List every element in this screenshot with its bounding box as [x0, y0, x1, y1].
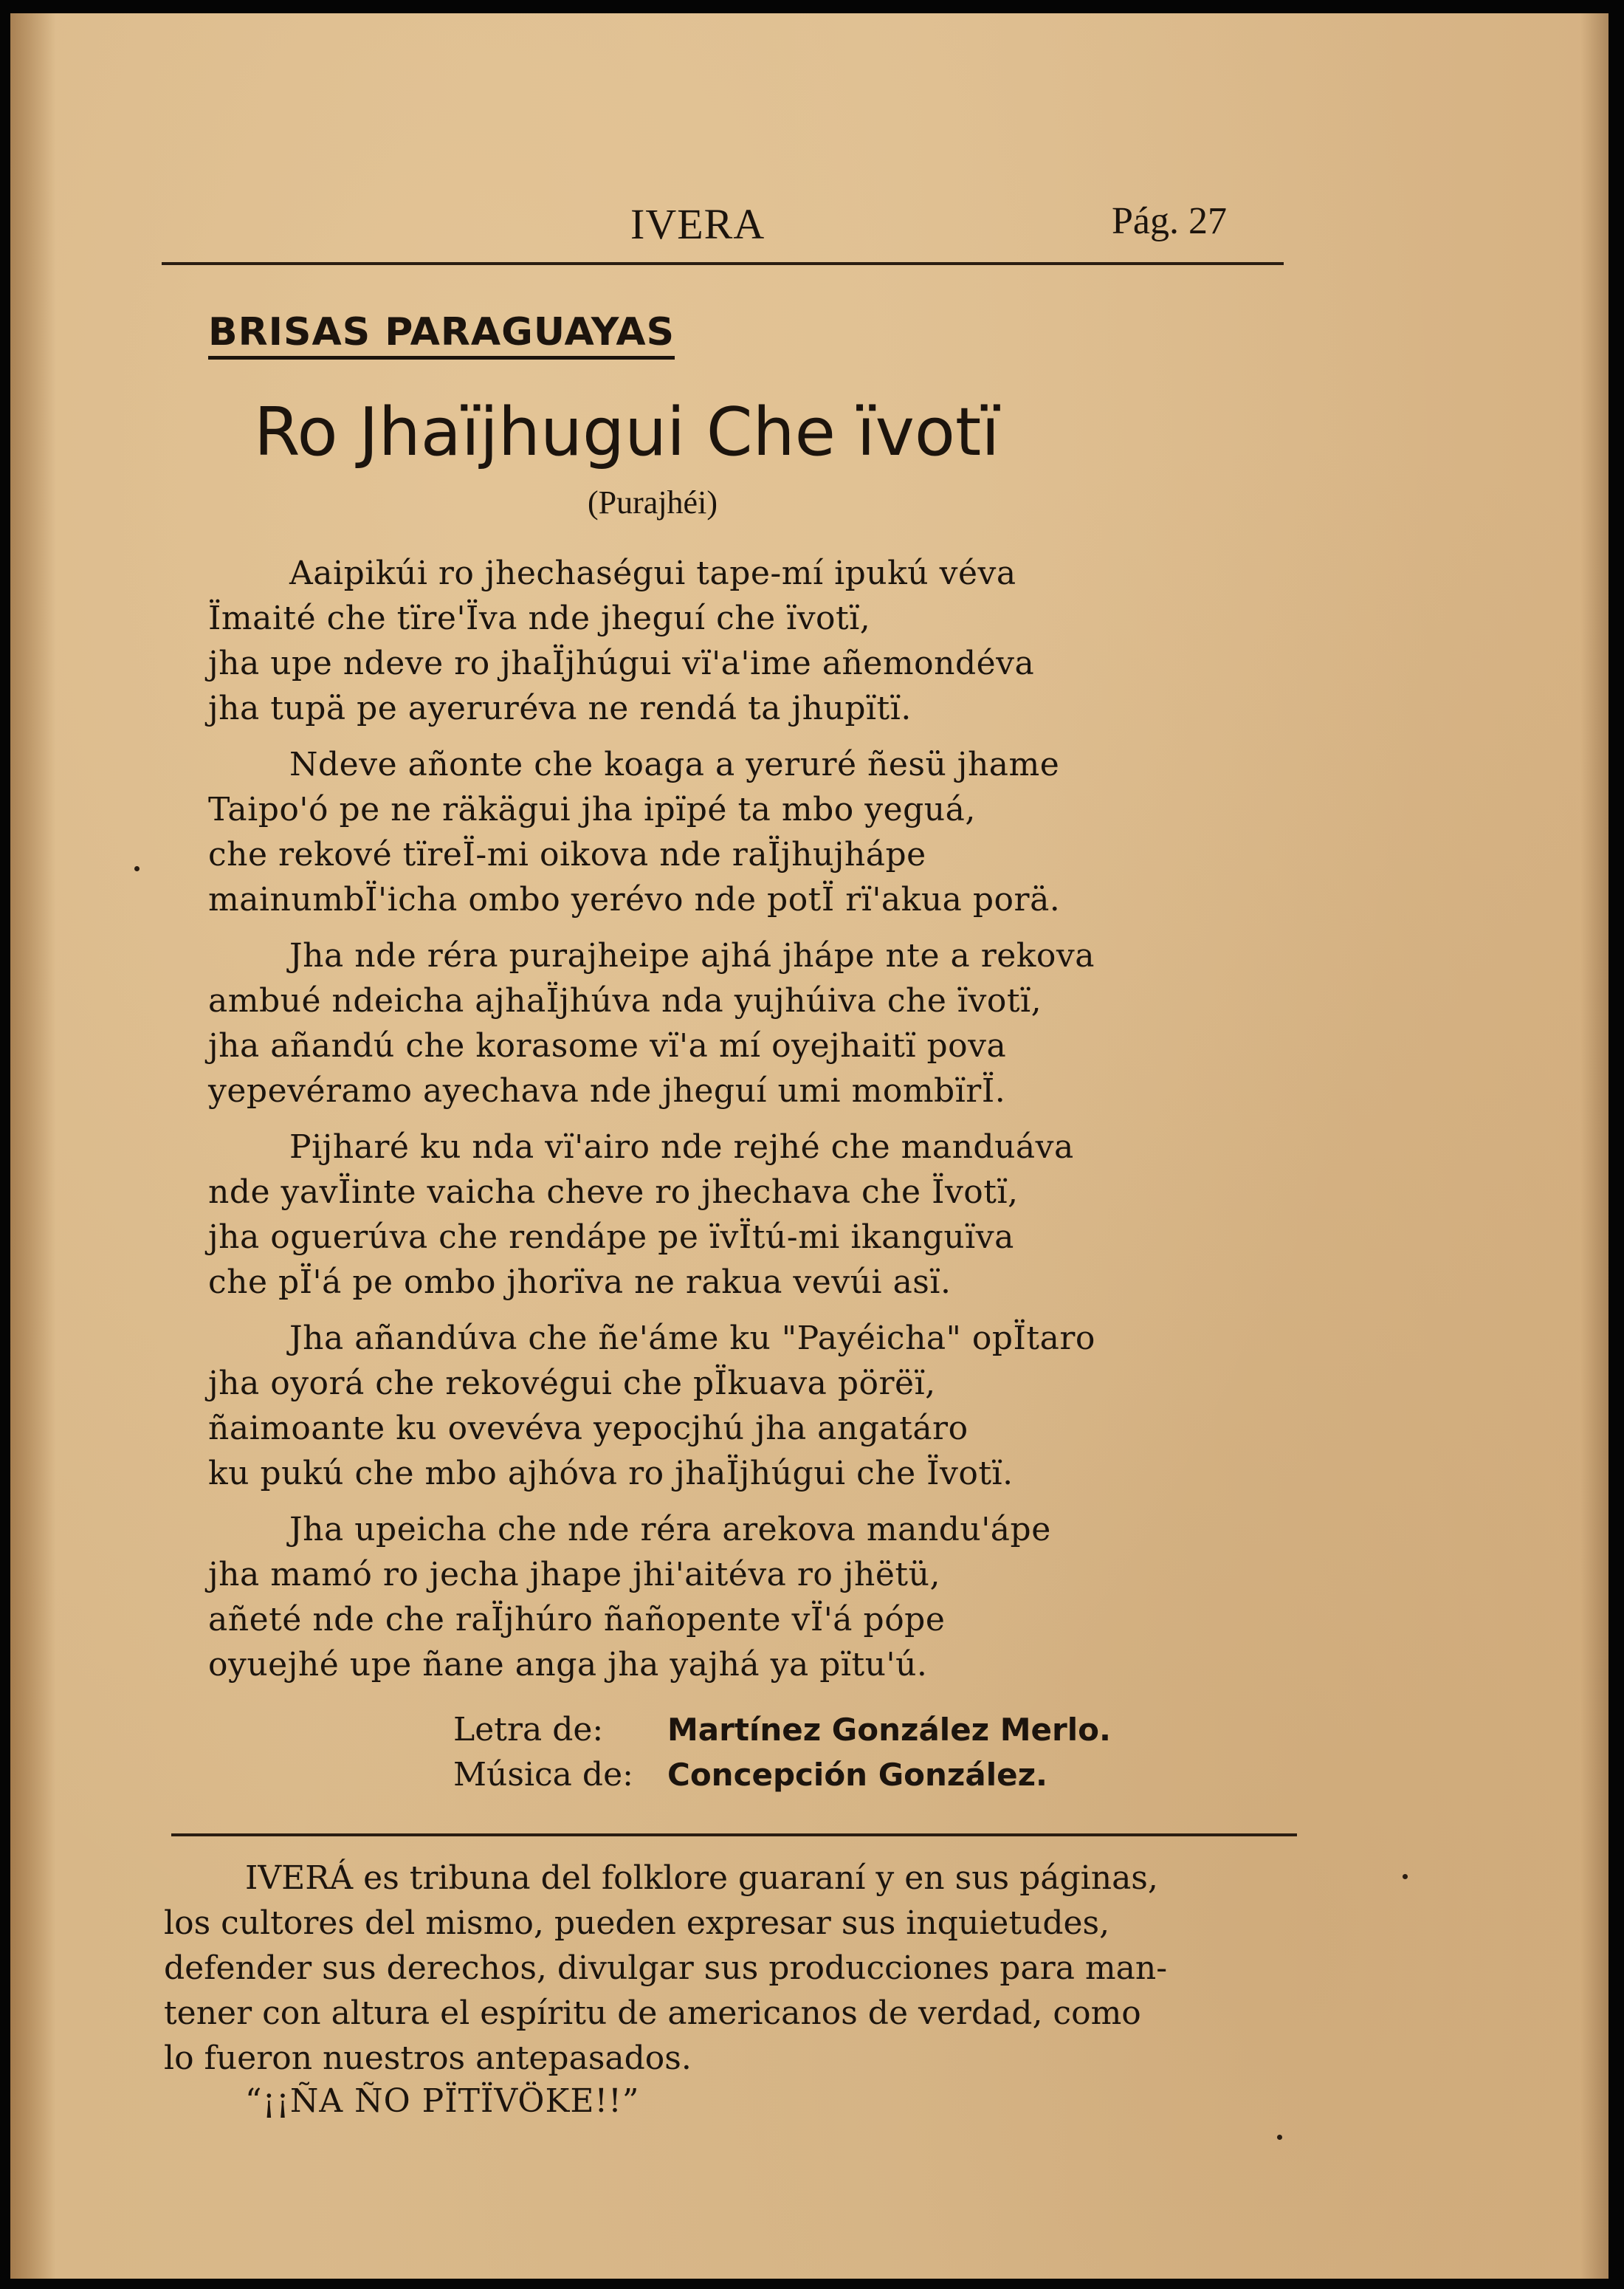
verse-line: Jha añandúva che ñe'áme ku "Payéicha" opÏtaro	[289, 1319, 1095, 1357]
verse-line: ñaimoante ku ovevéva yepocjhú jha angatáro	[208, 1410, 968, 1447]
verse-line: oyuejhé upe ñane anga jha yajhá ya pïtu'ú.	[208, 1646, 928, 1684]
stanza-6	[208, 1507, 1256, 1687]
music-credit	[453, 1752, 1111, 1797]
footer-line: los cultores del mismo, pueden expresar sus inquietudes,	[164, 1904, 1110, 1942]
verse-line: Ndeve añonte che koaga a yeruré ñesü jhame	[289, 746, 1060, 783]
lyricist-name: Martínez González Merlo.	[667, 1712, 1111, 1748]
verse-line: che pÏ'á pe ombo jhorïva ne rakua vevúi asï.	[208, 1263, 952, 1301]
footer-line: defender sus derechos, divulgar sus producciones para man-	[164, 1949, 1168, 1987]
music-label: Música de:	[453, 1756, 633, 1794]
footer-rule	[171, 1833, 1297, 1836]
lyrics-credit	[453, 1707, 1111, 1752]
verse-line: Ïmaité che tïre'Ïva nde jheguí che ïvotï,	[208, 600, 871, 637]
section-label: BRISAS PARAGUAYAS	[208, 310, 675, 360]
song-subtitle: (Purajhéi)	[588, 484, 718, 521]
verse-line: ku pukú che mbo ajhóva ro jhaÏjhúgui che Ïvotï.	[208, 1455, 1014, 1492]
verse-line: nde yavÏinte vaicha cheve ro jhechava che Ïvotï,	[208, 1173, 1019, 1211]
speck-mark	[134, 866, 140, 871]
song-credits	[453, 1707, 1111, 1797]
verse-line: jha oyorá che rekovégui che pÏkuava pörëï,	[208, 1365, 936, 1402]
stanza-3	[208, 933, 1256, 1113]
composer-name: Concepción González.	[667, 1757, 1047, 1793]
page-fold-shadow	[10, 13, 56, 2279]
verse-line: yepevéramo ayechava nde jheguí umi mombïrÏ.	[208, 1072, 1006, 1110]
verse-line: mainumbÏ'icha ombo yerévo nde potÏ rï'akua porä.	[208, 881, 1061, 919]
footer-line: tener con altura el espíritu de americanos de verdad, como	[164, 1994, 1141, 2032]
speck-mark	[1403, 1874, 1408, 1879]
page-number: Pág. 27	[1112, 200, 1227, 242]
page-sheet	[10, 13, 1608, 2279]
footer-line: IVERÁ es tribuna del folklore guaraní y en sus páginas,	[245, 1859, 1158, 1897]
stanza-1	[208, 551, 1256, 731]
footer-motto: “¡¡ÑA ÑO PÏTÏVÖKE!!”	[245, 2082, 640, 2120]
verse-line: jha oguerúva che rendápe pe ïvÏtú-mi ikanguïva	[208, 1218, 1014, 1256]
page-edge-shadow	[1580, 13, 1608, 2279]
verse-line: ambué ndeicha ajhaÏjhúva nda yujhúiva che ïvotï,	[208, 982, 1042, 1020]
speck-mark	[1277, 2135, 1282, 2140]
verse-line: Jha upeicha che nde réra arekova mandu'ápe	[289, 1511, 1051, 1548]
verse-line: jha añandú che korasome vï'a mí oyejhaitï pova	[208, 1027, 1007, 1065]
verse-line: jha mamó ro jecha jhape jhi'aitéva ro jhëtü,	[208, 1556, 940, 1593]
song-title: Ro Jhaïjhugui Che ïvotï	[254, 394, 1000, 471]
stanza-2	[208, 742, 1256, 922]
verse-line: Pijharé ku nda vï'airo nde rejhé che manduáva	[289, 1128, 1074, 1166]
verse-line: Taipo'ó pe ne räkägui jha ipïpé ta mbo yeguá,	[208, 791, 976, 828]
verse-line: Jha nde réra purajheipe ajhá jhápe nte a rekova	[289, 937, 1095, 975]
verse-line: che rekové tïreÏ-mi oikova nde raÏjhujhápe	[208, 836, 926, 874]
header-rule	[162, 262, 1284, 265]
footer-line: lo fueron nuestros antepasados.	[164, 2039, 692, 2077]
journal-title: IVERA	[630, 200, 765, 248]
stanza-5	[208, 1316, 1256, 1496]
verse-line: Aaipikúi ro jhechaségui tape-mí ipukú véva	[289, 555, 1016, 592]
lyrics-label: Letra de:	[453, 1711, 604, 1749]
verse-line: jha tupä pe ayeruréva ne rendá ta jhupïtï.	[208, 690, 912, 727]
verse-line: añeté nde che raÏjhúro ñañopente vÏ'á pópe	[208, 1601, 946, 1638]
footer-notice	[164, 1856, 1304, 2081]
verse-line: jha upe ndeve ro jhaÏjhúgui vï'a'ime añemondéva	[208, 645, 1035, 682]
stanza-4	[208, 1125, 1256, 1305]
